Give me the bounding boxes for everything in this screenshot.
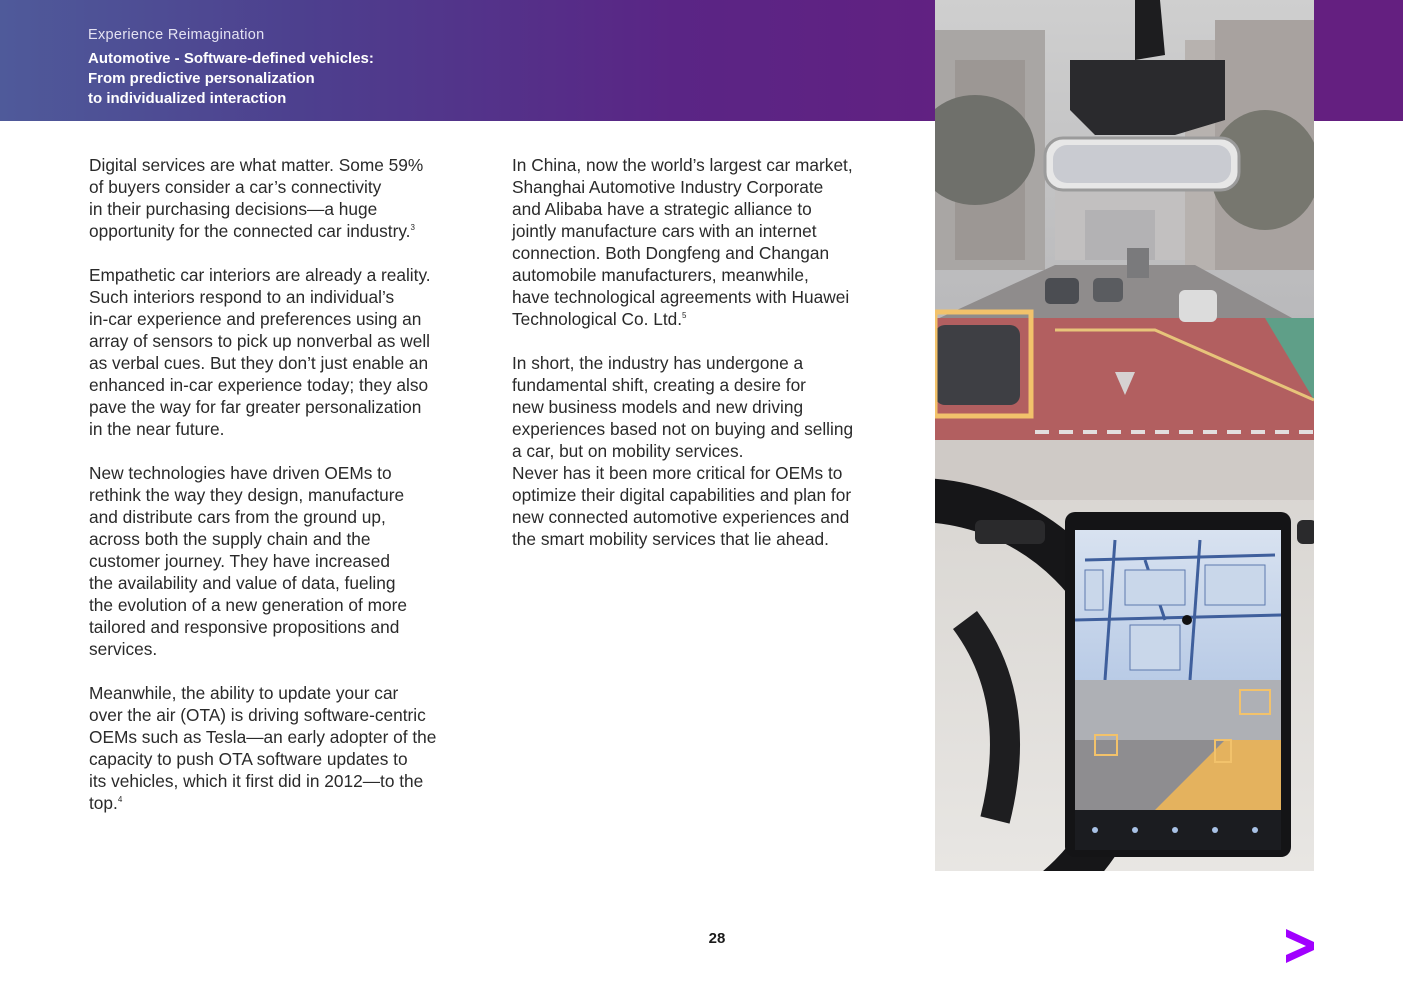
text-line: as verbal cues. But they don’t just enable an — [89, 353, 429, 373]
text-line: OEMs such as Tesla—an early adopter of the — [89, 727, 437, 747]
paragraph-shift — [512, 352, 907, 462]
text-line: In short, the industry has undergone a — [512, 353, 804, 373]
text-line: Such interiors respond to an individual’s — [89, 287, 395, 307]
paragraph-china — [512, 154, 907, 330]
text-line: have technological agreements with Huawei — [512, 287, 850, 307]
text-line: experiences based not on buying and selling — [512, 419, 854, 439]
text-line: the smart mobility services that lie ahead. — [512, 529, 829, 549]
text-line: new business models and new driving — [512, 397, 804, 417]
text-line: in their purchasing decisions—a huge — [89, 199, 378, 219]
text-line — [512, 308, 907, 330]
text-line: Empathetic car interiors are already a reality. — [89, 265, 431, 285]
text-line: in the near future. — [89, 419, 225, 439]
page-number: 28 — [708, 930, 726, 947]
footnote-ref[interactable]: 4 — [117, 795, 123, 804]
text-line: In China, now the world’s largest car market, — [512, 155, 853, 175]
text-line: of buyers consider a car’s connectivity — [89, 177, 382, 197]
text-line: the evolution of a new generation of more — [89, 595, 407, 615]
text-line: automobile manufacturers, meanwhile, — [512, 265, 809, 285]
text-line: services. — [89, 639, 158, 659]
text-line: in-car experience and preferences using an — [89, 309, 422, 329]
text-line — [89, 792, 474, 814]
right-column — [512, 154, 907, 572]
text-line: capacity to push OTA software updates to — [89, 749, 408, 769]
text-line-content: Technological Co. Ltd. — [512, 309, 683, 329]
paragraph-ota — [89, 682, 474, 814]
text-line: array of sensors to pick up nonverbal as well — [89, 331, 430, 351]
text-line: Digital services are what matter. Some 59% — [89, 155, 424, 175]
text-line: New technologies have driven OEMs to — [89, 463, 392, 483]
car-interior-photo — [935, 0, 1314, 871]
text-line: over the air (OTA) is driving software-centric — [89, 705, 426, 725]
text-line: Never has it been more critical for OEMs to — [512, 463, 843, 483]
text-line: fundamental shift, creating a desire for — [512, 375, 806, 395]
text-line: customer journey. They have increased — [89, 551, 390, 571]
text-line: its vehicles, which it first did in 2012—to the — [89, 771, 424, 791]
text-line: optimize their digital capabilities and plan for — [512, 485, 852, 505]
paragraph-interiors — [89, 264, 474, 440]
paragraph-oems — [89, 462, 474, 660]
text-line: tailored and responsive propositions and — [89, 617, 400, 637]
text-line: and distribute cars from the ground up, — [89, 507, 386, 527]
chevron-right-logo-icon — [1284, 929, 1316, 963]
text-line: a car, but on mobility services. — [512, 441, 744, 461]
paragraph-critical — [512, 462, 907, 550]
text-line-content: top. — [89, 793, 118, 813]
text-line: across both the supply chain and the — [89, 529, 371, 549]
text-line: Meanwhile, the ability to update your car — [89, 683, 399, 703]
paragraph-connectivity — [89, 154, 474, 242]
text-line-content: opportunity for the connected car industry. — [89, 221, 411, 241]
footnote-ref[interactable]: 3 — [410, 223, 415, 232]
car-interior-illustration — [935, 0, 1314, 871]
footnote-ref[interactable]: 5 — [682, 311, 687, 320]
text-line: connection. Both Dongfeng and Changan — [512, 243, 830, 263]
title-line: to individualized interaction — [88, 90, 287, 107]
text-line: new connected automotive experiences and — [512, 507, 850, 527]
text-line: pave the way for far greater personalization — [89, 397, 422, 417]
text-line: Shanghai Automotive Industry Corporate — [512, 177, 824, 197]
title-line: From predictive personalization — [88, 70, 315, 87]
text-line: rethink the way they design, manufacture — [89, 485, 405, 505]
text-line: jointly manufacture cars with an internet — [512, 221, 817, 241]
text-line: and Alibaba have a strategic alliance to — [512, 199, 812, 219]
title-line: Automotive - Software-defined vehicles: — [88, 50, 374, 67]
text-line — [89, 220, 474, 242]
text-line: the availability and value of data, fueling — [89, 573, 396, 593]
page-title — [88, 49, 508, 109]
text-line: enhanced in-car experience today; they also — [89, 375, 429, 395]
section-label: Experience Reimagination — [88, 27, 265, 43]
left-column — [89, 154, 474, 836]
